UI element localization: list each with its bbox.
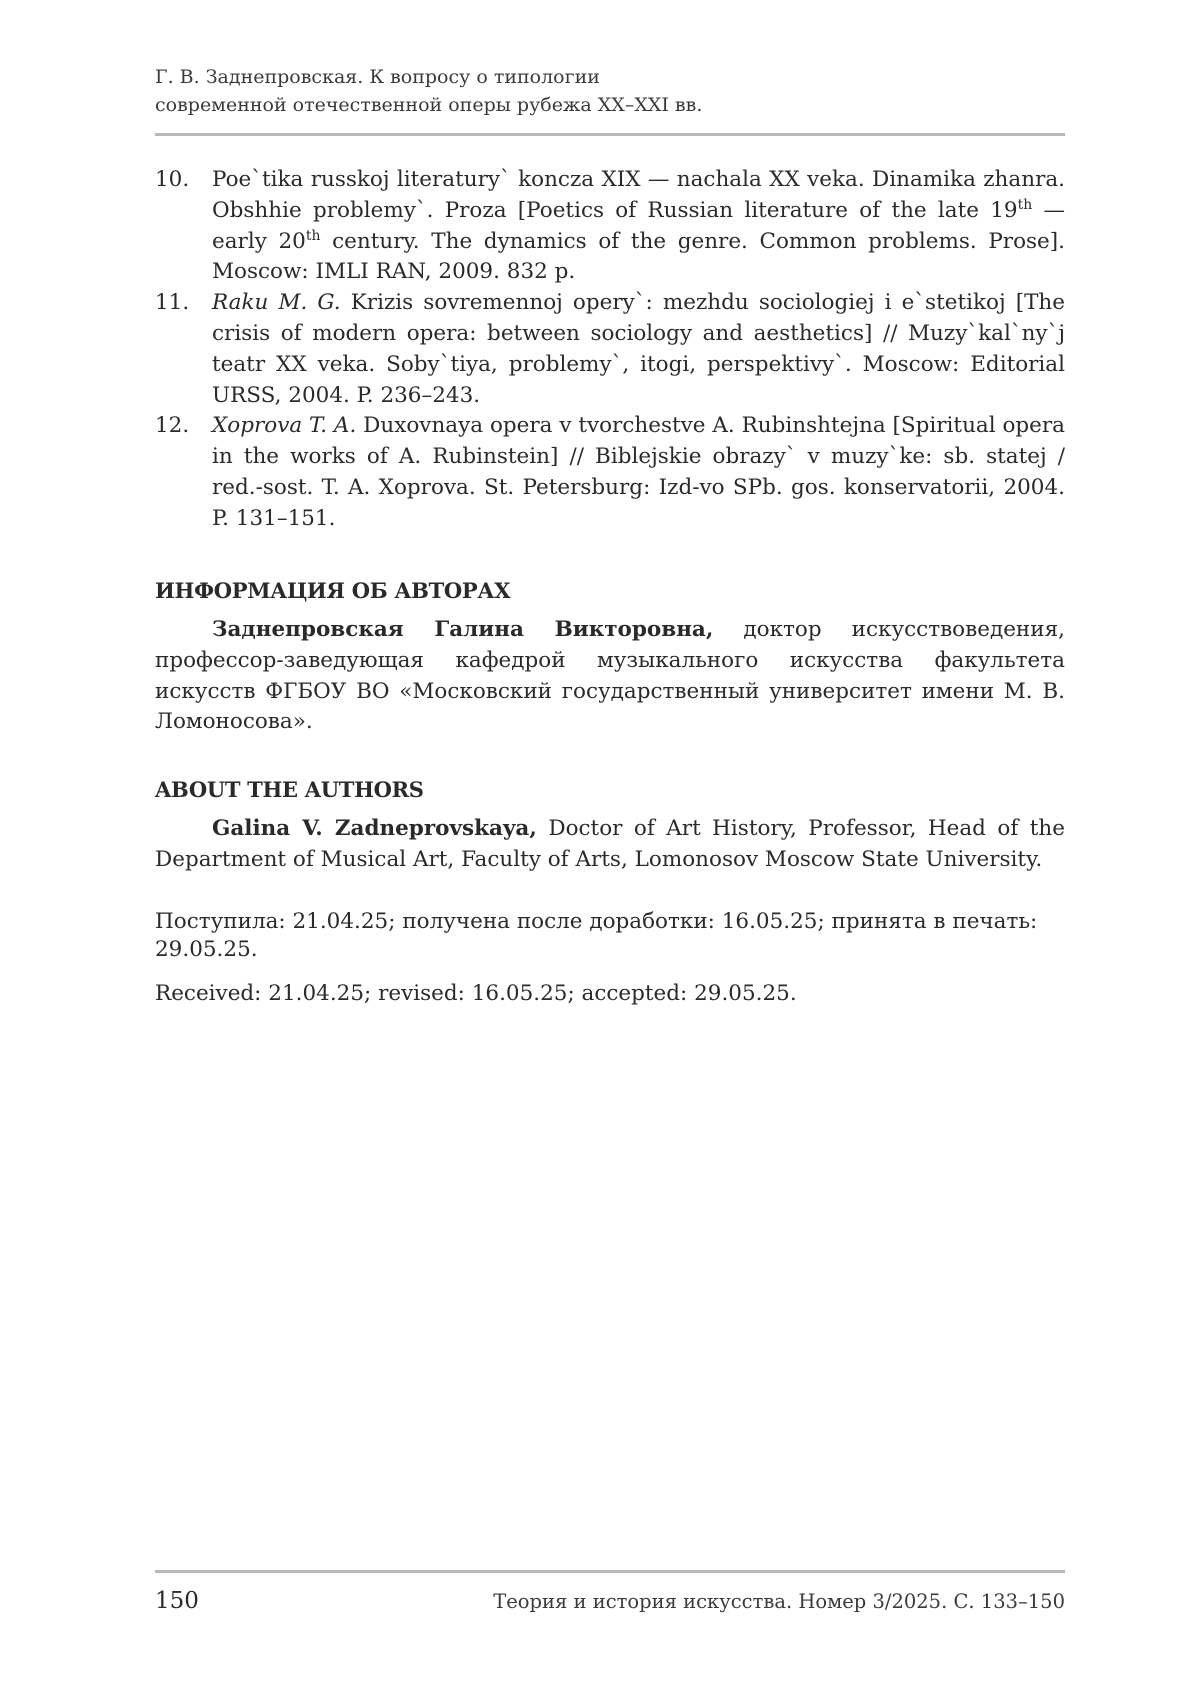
author-name-en: Galina V. Zadneprovskaya, xyxy=(212,816,537,841)
running-header xyxy=(155,63,1065,119)
reference-item xyxy=(155,288,1065,411)
author-description-en: Doctor of Art History, Professor, Head of the Department of Musical Art, Faculty of Arts, Lomonosov Moscow State University. xyxy=(155,816,1066,872)
reference-list xyxy=(155,165,1065,535)
superscript: th xyxy=(305,227,321,244)
author-name-ru: Заднепровская Галина Викторовна, xyxy=(212,617,714,642)
reference-text: century. The dynamics of the genre. Common problems. Prose]. Moscow: IMLI RAN, 2009. 832 p. xyxy=(212,228,1066,285)
document-page xyxy=(155,0,1065,1703)
footer-rule xyxy=(155,1570,1065,1573)
dates-ru: Поступила: 21.04.25; получена после доработки: 16.05.25; принята в печать: 29.05.25. xyxy=(155,909,1038,962)
authors-heading-en: ABOUT THE AUTHORS xyxy=(155,777,424,802)
header-rule xyxy=(155,133,1065,136)
running-header-line-1: Г. В. Заднепровская. К вопросу о типологии xyxy=(155,66,600,88)
reference-number: 11. xyxy=(155,290,190,316)
reference-text: Duxovnaya opera v tvorchestve A. Rubinshtejna [Spiritual opera in the works of A. Rubinstein] // Biblejskie obrazy` v muzy`ke: sb. statej / red.-sost. T. A. Xoprova. St. Petersburg: Izd-vo SPb. gos. konservatorii, 2004. P. 131–151. xyxy=(212,413,1065,531)
reference-number: 10. xyxy=(155,167,190,192)
authors-heading-ru: ИНФОРМАЦИЯ ОБ АВТОРАХ xyxy=(155,578,511,603)
reference-number: 12. xyxy=(155,413,190,439)
author-info-ru xyxy=(155,615,1065,738)
reference-author: Xoprova T. A. xyxy=(212,413,357,439)
reference-author: Raku M. G. xyxy=(212,290,341,316)
reference-text: — early 20 xyxy=(212,197,1065,254)
page-number: 150 xyxy=(155,1588,199,1614)
reference-item xyxy=(155,165,1065,288)
running-header-line-2: современной отечественной оперы рубежа XX–XXI вв. xyxy=(155,94,703,116)
journal-citation: Теория и история искусства. Номер 3/2025. С. 133–150 xyxy=(493,1590,1065,1613)
reference-text: Krizis sovremennoj opery`: mezhdu sociologiej i e`stetikoj [The crisis of modern opera: between sociology and aesthetics] // Muzy`kal`ny`j teatr XX veka. Soby`tiya, problemy`, itogi, perspektivy`. Moscow: Editorial URSS, 2004. P. 236–243. xyxy=(212,290,1065,408)
superscript: th xyxy=(1017,196,1033,213)
author-description-ru: доктор искусствоведения, профессор-заведующая кафедрой музыкального искусства факультета искусств ФГБОУ ВО «Московский государственный университет имени М. В. Ломоносова». xyxy=(155,617,1065,735)
reference-text: Poe`tika russkoj literatury` koncza XIX — nachala XX veka. Dinamika zhanra. Obshhie problemy`. Proza [Poetics of Russian literature of the late 19 xyxy=(212,167,1065,223)
reference-item xyxy=(155,411,1065,534)
dates-en: Received: 21.04.25; revised: 16.05.25; accepted: 29.05.25. xyxy=(155,981,797,1006)
author-info-en xyxy=(155,814,1065,876)
